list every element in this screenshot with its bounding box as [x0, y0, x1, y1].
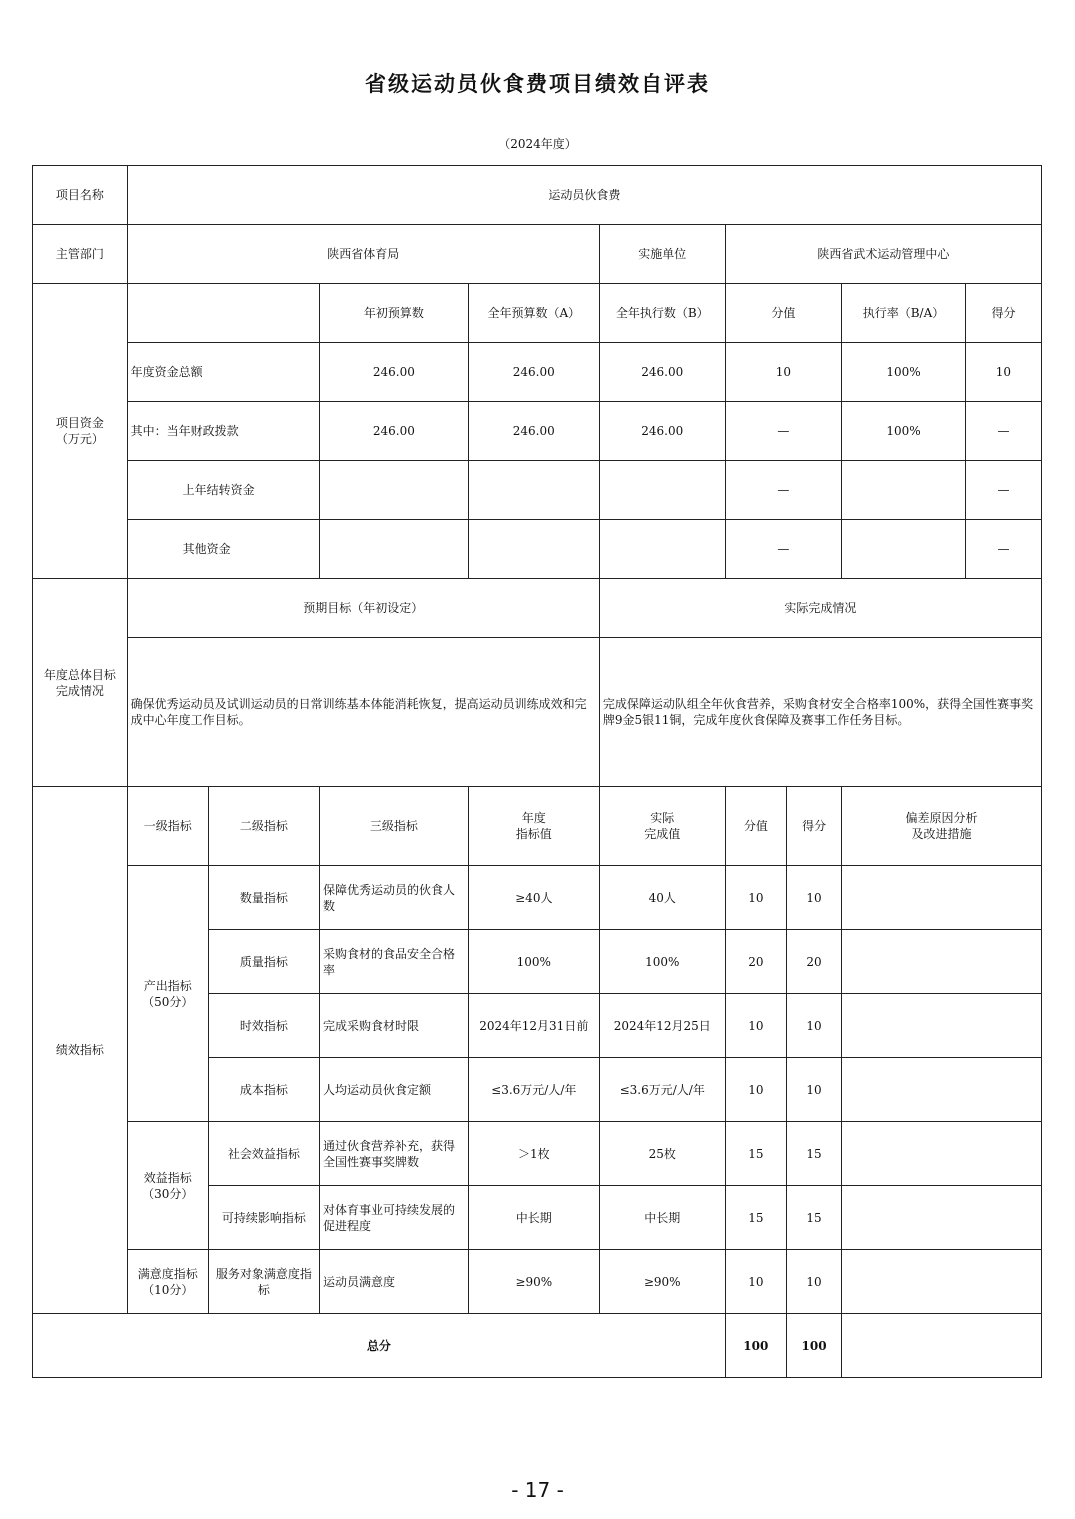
- funds-score-value: —: [725, 520, 841, 579]
- header-target-line2: 指标值: [515, 827, 552, 841]
- indicator-score-value: 20: [725, 930, 786, 994]
- funds-score-value: 10: [725, 343, 841, 402]
- funds-executed: [599, 520, 725, 579]
- indicator-level2: 数量指标: [208, 866, 319, 930]
- indicator-score: 15: [787, 1186, 842, 1250]
- funds-section-label-line1: 项目资金: [55, 416, 104, 430]
- funds-score-value: —: [725, 402, 841, 461]
- header-execution-rate: 执行率（B/A）: [842, 284, 966, 343]
- project-name-value: 运动员伙食费: [127, 166, 1041, 225]
- header-actual-line2: 完成值: [644, 827, 681, 841]
- indicator-score-value: 10: [725, 866, 786, 930]
- indicator-level3: 保障优秀运动员的伙食人数: [320, 866, 469, 930]
- indicator-target: ＞1枚: [468, 1122, 599, 1186]
- group-benefit: [127, 1122, 208, 1250]
- goals-section-label: [33, 579, 128, 787]
- group-satisfaction-line1: 满意度指标: [137, 1266, 198, 1281]
- total-deviation: [842, 1314, 1042, 1378]
- header-score-value: 分值: [725, 284, 841, 343]
- indicator-target: ≥40人: [468, 866, 599, 930]
- header-executed: 全年执行数（B）: [599, 284, 725, 343]
- indicator-score-value: 15: [725, 1122, 786, 1186]
- actual-completion-text: 完成保障运动队组全年伙食营养，采购食材安全合格率100%，获得全国性赛事奖牌9金5银11铜，完成年度伙食保障及赛事工作任务目标。: [599, 638, 1041, 787]
- funds-section-label-line2: （万元）: [55, 432, 104, 446]
- indicator-deviation: [842, 994, 1042, 1058]
- indicator-score: 10: [787, 866, 842, 930]
- funds-row-label: 其中：当年财政拨款: [127, 402, 319, 461]
- department-label: 主管部门: [33, 225, 128, 284]
- indicator-level3: 运动员满意度: [320, 1250, 469, 1314]
- indicator-score: 15: [787, 1122, 842, 1186]
- indicator-level3: 通过伙食营养补充，获得全国性赛事奖牌数: [320, 1122, 469, 1186]
- funds-section-label: [33, 284, 128, 579]
- indicator-row: [33, 866, 1042, 930]
- implementing-unit-value: 陕西省武术运动管理中心: [725, 225, 1041, 284]
- total-label: 总分: [33, 1314, 726, 1378]
- indicator-actual: ≥90%: [599, 1250, 725, 1314]
- indicator-actual: 100%: [599, 930, 725, 994]
- indicator-target: 中长期: [468, 1186, 599, 1250]
- actual-completion-header: 实际完成情况: [599, 579, 1041, 638]
- funds-executed: 246.00: [599, 402, 725, 461]
- funds-rate: 100%: [842, 343, 966, 402]
- indicator-score: 10: [787, 1250, 842, 1314]
- indicator-actual: 2024年12月25日: [599, 994, 725, 1058]
- indicator-score-value: 10: [725, 1250, 786, 1314]
- funds-annual: 246.00: [468, 343, 599, 402]
- indicator-deviation: [842, 1186, 1042, 1250]
- indicator-score: 10: [787, 994, 842, 1058]
- indicator-score: 20: [787, 930, 842, 994]
- report-year: （2024年度）: [498, 137, 577, 151]
- funds-header-row: [33, 284, 1042, 343]
- header-deviation-line2: 及改进措施: [911, 827, 972, 841]
- funds-row-label: 年度资金总额: [127, 343, 319, 402]
- indicator-target: 100%: [468, 930, 599, 994]
- header-indicator-score: 得分: [787, 787, 842, 866]
- document-title: 省级运动员伙食费项目绩效自评表: [365, 72, 710, 96]
- group-output-line2: （50分）: [142, 994, 194, 1009]
- funds-row: [33, 343, 1042, 402]
- funds-executed: 246.00: [599, 343, 725, 402]
- header-deviation-line1: 偏差原因分析: [905, 811, 978, 825]
- funds-score: 10: [965, 343, 1041, 402]
- project-name-row: [33, 166, 1042, 225]
- indicator-score: 10: [787, 1058, 842, 1122]
- indicator-level2: 成本指标: [208, 1058, 319, 1122]
- group-output: [127, 866, 208, 1122]
- indicator-level3: 人均运动员伙食定额: [320, 1058, 469, 1122]
- indicator-deviation: [842, 1058, 1042, 1122]
- indicator-level2: 社会效益指标: [208, 1122, 319, 1186]
- header-level3: 三级指标: [320, 787, 469, 866]
- indicator-deviation: [842, 930, 1042, 994]
- total-row: [33, 1314, 1042, 1378]
- indicators-section-label: 绩效指标: [33, 787, 128, 1314]
- indicator-level3: 对体育事业可持续发展的促进程度: [320, 1186, 469, 1250]
- header-indicator-score-value: 分值: [725, 787, 786, 866]
- funds-row: [33, 461, 1042, 520]
- department-row: [33, 225, 1042, 284]
- funds-annual: [468, 461, 599, 520]
- goals-section-label-line1: 年度总体目标: [43, 667, 116, 682]
- funds-initial: 246.00: [320, 402, 469, 461]
- indicator-target: ≤3.6万元/人/年: [468, 1058, 599, 1122]
- indicator-actual: ≤3.6万元/人/年: [599, 1058, 725, 1122]
- funds-rate: 100%: [842, 402, 966, 461]
- funds-row: [33, 402, 1042, 461]
- indicator-row: [33, 1250, 1042, 1314]
- indicator-row: [33, 1122, 1042, 1186]
- indicator-actual: 中长期: [599, 1186, 725, 1250]
- indicator-deviation: [842, 866, 1042, 930]
- indicator-deviation: [842, 1122, 1042, 1186]
- indicator-target: 2024年12月31日前: [468, 994, 599, 1058]
- goals-section-label-line2: 完成情况: [55, 683, 104, 698]
- indicator-score-value: 15: [725, 1186, 786, 1250]
- header-level2: 二级指标: [208, 787, 319, 866]
- funds-executed: [599, 461, 725, 520]
- indicator-level3: 完成采购食材时限: [320, 994, 469, 1058]
- header-level1: 一级指标: [127, 787, 208, 866]
- indicator-target: ≥90%: [468, 1250, 599, 1314]
- performance-table: [32, 165, 1042, 1378]
- header-initial-budget: 年初预算数: [320, 284, 469, 343]
- header-annual-budget: 全年预算数（A）: [468, 284, 599, 343]
- funds-score: —: [965, 520, 1041, 579]
- indicators-header-row: [33, 787, 1042, 866]
- funds-initial: 246.00: [320, 343, 469, 402]
- funds-header-blank: [127, 284, 319, 343]
- header-deviation: [842, 787, 1042, 866]
- header-actual: [599, 787, 725, 866]
- funds-rate: [842, 461, 966, 520]
- expected-goal-text: 确保优秀运动员及试训运动员的日常训练基本体能消耗恢复，提高运动员训练成效和完成中心年度工作目标。: [127, 638, 599, 787]
- indicator-level2: 时效指标: [208, 994, 319, 1058]
- funds-row-label: 上年结转资金: [127, 461, 319, 520]
- header-actual-line1: 实际: [650, 811, 675, 825]
- department-value: 陕西省体育局: [127, 225, 599, 284]
- implementing-unit-label: 实施单位: [599, 225, 725, 284]
- funds-annual: [468, 520, 599, 579]
- indicator-deviation: [842, 1250, 1042, 1314]
- goals-header-row: [33, 579, 1042, 638]
- group-benefit-line2: （30分）: [142, 1186, 194, 1201]
- group-satisfaction-line2: （10分）: [142, 1282, 194, 1297]
- group-output-line1: 产出指标: [143, 978, 192, 993]
- indicator-actual: 25枚: [599, 1122, 725, 1186]
- funds-initial: [320, 520, 469, 579]
- total-score: 100: [787, 1314, 842, 1378]
- funds-score: —: [965, 402, 1041, 461]
- group-satisfaction: [127, 1250, 208, 1314]
- funds-row: [33, 520, 1042, 579]
- header-target-line1: 年度: [521, 811, 546, 825]
- page-number: - 17 -: [511, 1478, 564, 1502]
- funds-score-value: —: [725, 461, 841, 520]
- indicator-level2: 质量指标: [208, 930, 319, 994]
- indicator-actual: 40人: [599, 866, 725, 930]
- group-benefit-line1: 效益指标: [143, 1170, 192, 1185]
- total-score-value: 100: [725, 1314, 786, 1378]
- indicator-score-value: 10: [725, 1058, 786, 1122]
- indicator-level3: 采购食材的食品安全合格率: [320, 930, 469, 994]
- header-target: [468, 787, 599, 866]
- funds-initial: [320, 461, 469, 520]
- funds-annual: 246.00: [468, 402, 599, 461]
- goals-content-row: [33, 638, 1042, 787]
- header-score: 得分: [965, 284, 1041, 343]
- indicator-level2: 可持续影响指标: [208, 1186, 319, 1250]
- indicator-level2: 服务对象满意度指标: [208, 1250, 319, 1314]
- funds-score: —: [965, 461, 1041, 520]
- indicator-score-value: 10: [725, 994, 786, 1058]
- project-name-label: 项目名称: [33, 166, 128, 225]
- funds-rate: [842, 520, 966, 579]
- funds-row-label: 其他资金: [127, 520, 319, 579]
- expected-goal-header: 预期目标（年初设定）: [127, 579, 599, 638]
